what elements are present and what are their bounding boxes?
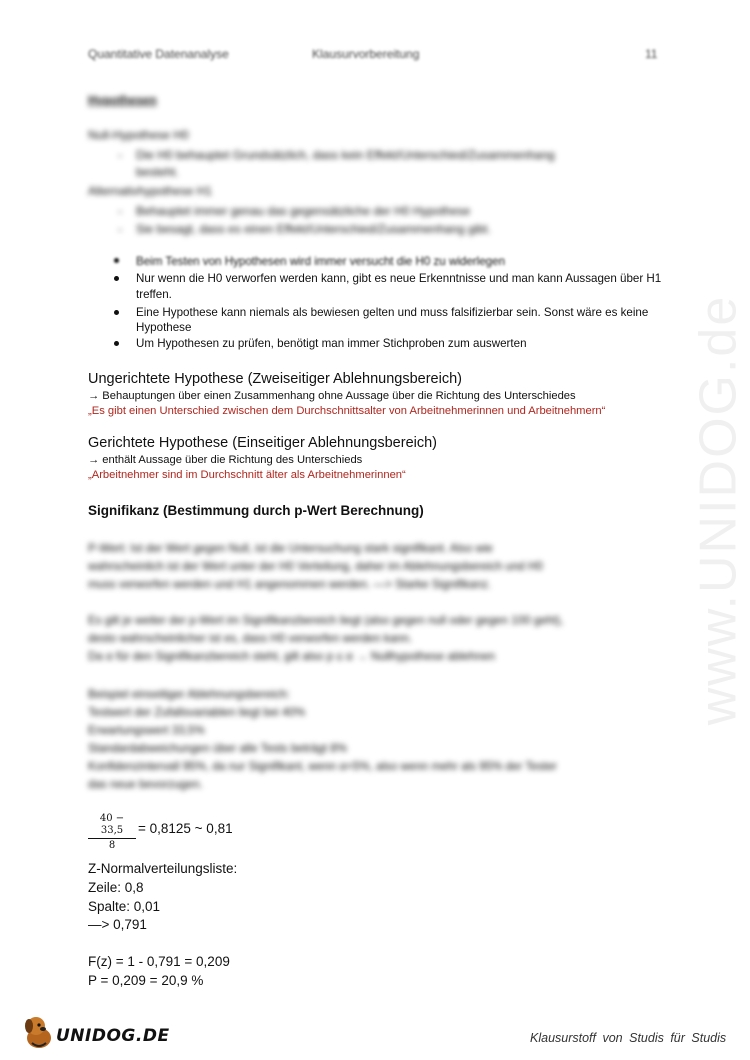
watermark — [688, 280, 748, 740]
signifikanz-paragraph-3 — [88, 686, 557, 794]
paragraph-line: Konfidenzintervall 95%, da nur Signifikant, wenn α=5%, also wenn mehr als 95% der Tester — [88, 760, 557, 773]
h1-line2: Sie besagt, dass es einen Effekt/Unterschied/Zusammenhang gibt. — [136, 222, 491, 236]
bullet-dot — [114, 341, 119, 346]
header-left: Quantitative Datenanalyse — [88, 47, 229, 61]
h1-dash-2: - — [118, 222, 122, 236]
h1-title: Alternativhypothese H1 — [88, 184, 213, 198]
ungerichtet-desc: → Behauptungen über einen Zusammenhang ohne Aussage über die Richtung des Unterschiedes — [88, 390, 576, 402]
paragraph-line: desto wahrscheinlicher ist es, dass H0 verworfen werden kann. — [88, 632, 413, 645]
footer-tagline: Klausurstoff von Studis für Studis — [530, 1031, 727, 1045]
bullet-continuation: treffen. — [136, 288, 172, 301]
ungerichtet-title: Ungerichtete Hypothese (Zweiseitiger Ablehnungsbereich) — [88, 371, 462, 387]
header-center: Klausurvorbereitung — [312, 47, 420, 61]
formula-fraction — [88, 813, 136, 852]
bullet-list — [136, 254, 696, 354]
signifikanz-paragraph-2 — [88, 612, 563, 666]
paragraph-line: Standardabweichungen über alle Tests beträgt 8% — [88, 742, 347, 755]
ungerichtet-example: „Es gibt einen Unterschied zwischen dem Durchschnittsalter von Arbeitnehmerinnen und Arbeitnehmern“ — [88, 405, 606, 417]
list-item — [136, 305, 648, 321]
paragraph-line: das neue bevorzugen. — [88, 778, 203, 791]
znorm-spalte: Spalte: 0,01 — [88, 899, 161, 914]
h0-line2: besteht. — [136, 165, 179, 179]
list-item — [136, 271, 661, 287]
bullet-text: Nur wenn die H0 verworfen werden kann, gibt es neue Erkenntnisse und man kann Aussagen über H1 — [136, 272, 662, 285]
result-fz: F(z) = 1 - 0,791 = 0,209 — [88, 954, 230, 969]
footer-logo-text: UNIDOG.DE — [56, 1026, 170, 1046]
h0-title: Null-Hypothese H0 — [88, 128, 189, 142]
h1-line1: Behauptet immer genau das gegensätzliche der H0 Hypothese — [136, 204, 471, 218]
formula-result: = 0,8125 ~ 0,81 — [138, 821, 233, 836]
znorm-zeile: Zeile: 0,8 — [88, 880, 144, 895]
signifikanz-title: Signifikanz (Bestimmung durch p-Wert Berechnung) — [88, 503, 424, 518]
list-item — [136, 336, 527, 352]
dog-logo-icon — [22, 1014, 56, 1050]
paragraph-line: P-Wert: Ist der Wert gegen Null, ist die Untersuchung stark signifikant. Also wie — [88, 542, 493, 555]
gerichtet-example: „Arbeitnehmer sind im Durchschnitt älter als Arbeitnehmerinnen“ — [88, 469, 406, 481]
bullet-continuation: Hypothese — [136, 321, 192, 334]
paragraph-line: muss verworfen werden und H1 angenommen werden. —> Starke Signifikanz. — [88, 578, 492, 591]
paragraph-line: Beispiel einseitiger Ablehnungsbereich: — [88, 688, 290, 701]
gerichtet-title: Gerichtete Hypothese (Einseitiger Ablehnungsbereich) — [88, 435, 438, 451]
paragraph-line: Testwert der Zufallsvariablen liegt bei 40% — [88, 706, 306, 719]
hypothesen-title: Hypothesen — [88, 93, 157, 107]
paragraph-line: Da α für den Signifikanzbereich steht, gilt also p ≤ α → Nullhypothese ablehnen — [88, 650, 496, 663]
list-item — [136, 254, 505, 270]
h1-dash-1: - — [118, 204, 122, 218]
gerichtet-desc: → enthält Aussage über die Richtung des Unterschieds — [88, 454, 363, 466]
znorm-title: Z-Normalverteilungsliste: — [88, 861, 238, 876]
page-number: 11 — [645, 47, 658, 61]
formula-numerator: 40 − 33,5 — [88, 813, 136, 839]
bullet-text: Um Hypothesen zu prüfen, benötigt man immer Stichproben zum auswerten — [136, 337, 527, 350]
paragraph-line: wahrscheinlich ist der Wert unter der H0 Verteilung, daher im Ablehnungsbereich und H0 — [88, 560, 543, 573]
result-p: P = 0,209 = 20,9 % — [88, 973, 204, 988]
paragraph-line: Es gilt je weiter der p-Wert im Signifikanzbereich liegt (also gegen null oder gegen 100 geht), — [88, 614, 564, 627]
bullet-dot — [114, 258, 119, 263]
bullet-dot — [114, 310, 119, 315]
formula-denominator: 8 — [108, 840, 116, 851]
paragraph-line: Erwartungswert 33,5% — [88, 724, 205, 737]
znorm-arrow: —> 0,791 — [88, 917, 147, 932]
h0-dash: - — [118, 148, 122, 162]
bullet-text: Eine Hypothese kann niemals als bewiesen gelten und muss falsifizierbar sein. Sonst wäre es keine — [136, 306, 649, 319]
h0-line1: Die H0 behauptet Grundsätzlich, dass kein Effekt/Unterschied/Zusammenhang — [136, 148, 555, 162]
watermark-text: www.UNIDOG.de — [689, 294, 747, 726]
bullet-text: Beim Testen von Hypothesen wird immer versucht die H0 zu widerlegen — [136, 255, 506, 268]
bullet-dot — [114, 276, 119, 281]
signifikanz-paragraph-1 — [88, 540, 543, 594]
